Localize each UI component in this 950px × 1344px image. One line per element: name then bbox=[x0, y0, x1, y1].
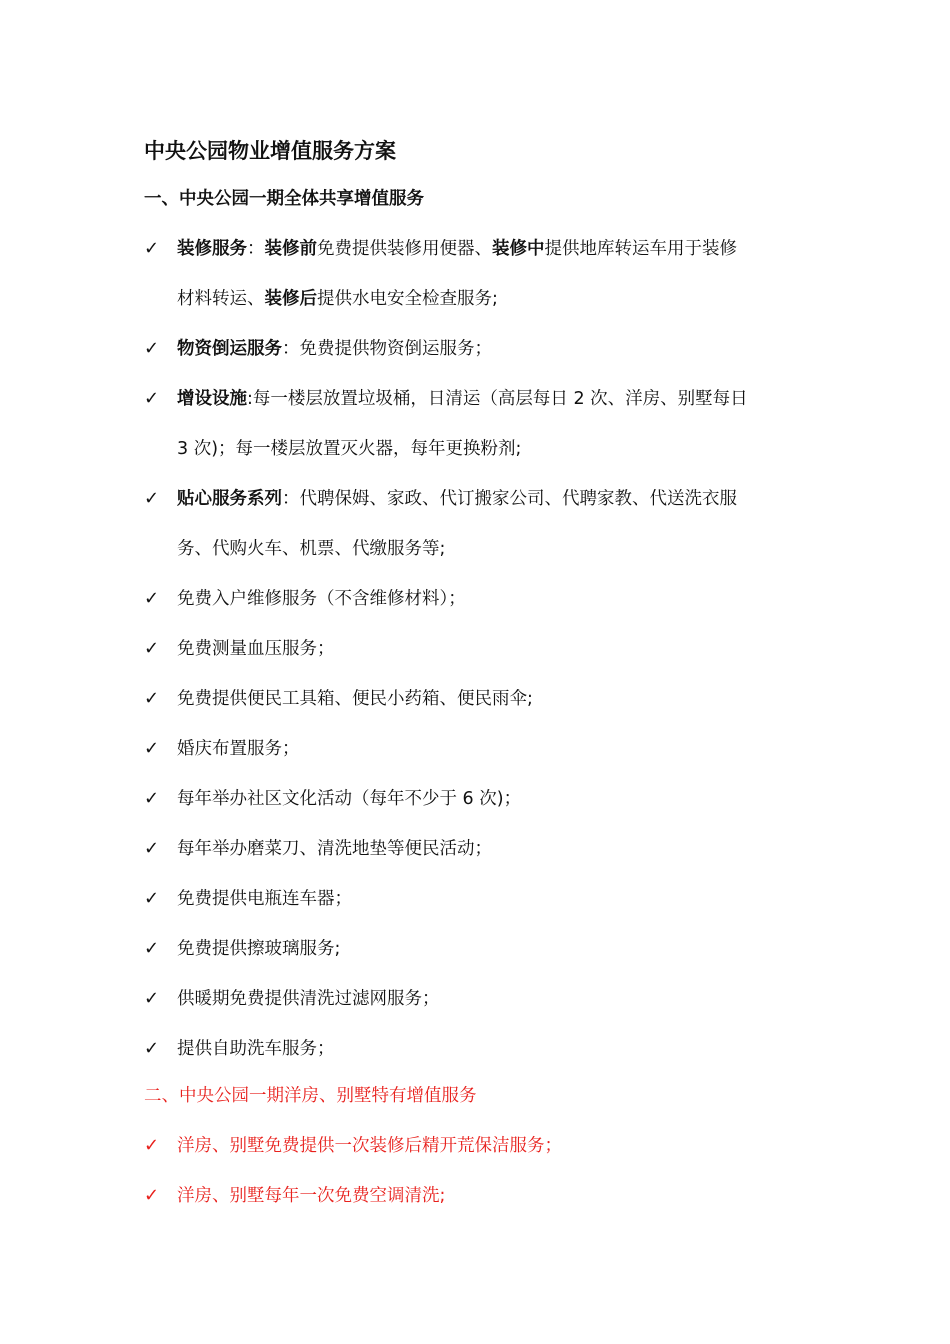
item-text: 材料转运、 bbox=[177, 289, 265, 309]
item-text: 提供地库转运车用于装修 bbox=[544, 239, 737, 259]
item-label: 装修后 bbox=[264, 289, 317, 309]
list-item-text: 免费入户维修服务（不含维修材料）； bbox=[177, 589, 466, 609]
section-heading-shared-services: 一、中央公园一期全体共享增值服务 bbox=[144, 189, 424, 209]
check-mark-icon: ✓ bbox=[144, 1185, 160, 1206]
section-heading-villa-services: 二、中央公园一期洋房、别墅特有增值服务 bbox=[144, 1086, 477, 1106]
check-mark-icon: ✓ bbox=[144, 338, 160, 359]
item-text: ：免费提供物资倒运服务； bbox=[282, 339, 492, 359]
list-item-text: 每年举办磨菜刀、清洗地垫等便民活动； bbox=[177, 839, 492, 859]
item-text: :每一楼层放置垃圾桶，日清运（高层每日 2 次、洋房、别墅每日 bbox=[247, 389, 748, 409]
list-item bbox=[144, 674, 824, 724]
list-item-text: 免费提供便民工具箱、便民小药箱、便民雨伞; bbox=[177, 689, 533, 709]
item-label: 装修服务 bbox=[177, 239, 247, 259]
item-text: ：代聘保姆、家政、代订搬家公司、代聘家教、代送洗衣服 bbox=[282, 489, 737, 509]
list-item-materials-transport bbox=[144, 324, 824, 374]
item-text: 免费提供装修用便器、 bbox=[317, 239, 492, 259]
item-label: 物资倒运服务 bbox=[177, 339, 282, 359]
item-label: 贴心服务系列 bbox=[177, 489, 282, 509]
list-item-line bbox=[177, 374, 824, 424]
check-mark-icon: ✓ bbox=[144, 738, 160, 759]
check-mark-icon: ✓ bbox=[144, 1038, 160, 1059]
list-item bbox=[144, 824, 824, 874]
list-item-line bbox=[177, 274, 824, 324]
list-item bbox=[144, 724, 824, 774]
item-label: 增设设施 bbox=[177, 389, 247, 409]
list-item-text: 免费提供电瓶连车器； bbox=[177, 889, 352, 909]
list-item bbox=[144, 974, 824, 1024]
list-item-text: 提供自助洗车服务； bbox=[177, 1039, 335, 1059]
list-item-villa bbox=[144, 1121, 824, 1171]
list-item-added-facilities bbox=[144, 374, 824, 474]
list-item bbox=[144, 924, 824, 974]
list-item bbox=[144, 874, 824, 924]
check-mark-icon: ✓ bbox=[144, 938, 160, 959]
list-item-line bbox=[177, 474, 824, 524]
list-item-text: 婚庆布置服务； bbox=[177, 739, 300, 759]
list-item-line: 3 次)；每一楼层放置灭火器，每年更换粉剂; bbox=[177, 439, 522, 459]
check-mark-icon: ✓ bbox=[144, 788, 160, 809]
list-item-villa bbox=[144, 1171, 824, 1221]
list-item bbox=[144, 774, 824, 824]
check-mark-icon: ✓ bbox=[144, 238, 160, 259]
check-mark-icon: ✓ bbox=[144, 638, 160, 659]
check-mark-icon: ✓ bbox=[144, 888, 160, 909]
list-item-line bbox=[177, 224, 824, 274]
check-mark-icon: ✓ bbox=[144, 838, 160, 859]
list-item-line bbox=[177, 324, 824, 374]
item-label: 装修中 bbox=[492, 239, 545, 259]
check-mark-icon: ✓ bbox=[144, 1135, 160, 1156]
check-mark-icon: ✓ bbox=[144, 688, 160, 709]
item-text: ： bbox=[247, 239, 265, 259]
list-item-text: 每年举办社区文化活动（每年不少于 6 次)； bbox=[177, 789, 522, 809]
list-item bbox=[144, 574, 824, 624]
item-text: 提供水电安全检查服务; bbox=[317, 289, 498, 309]
check-mark-icon: ✓ bbox=[144, 988, 160, 1009]
check-mark-icon: ✓ bbox=[144, 588, 160, 609]
list-item-text: 免费测量血压服务； bbox=[177, 639, 335, 659]
check-mark-icon: ✓ bbox=[144, 388, 160, 409]
document-title: 中央公园物业增值服务方案 bbox=[144, 139, 396, 163]
list-item-text: 供暖期免费提供清洗过滤网服务； bbox=[177, 989, 440, 1009]
list-item bbox=[144, 624, 824, 674]
item-label: 装修前 bbox=[264, 239, 317, 259]
list-item-renovation-service bbox=[144, 224, 824, 324]
list-item-text: 洋房、别墅每年一次免费空调清洗; bbox=[177, 1186, 446, 1206]
list-item bbox=[144, 1024, 824, 1074]
list-item-line: 务、代购火车、机票、代缴服务等; bbox=[177, 539, 446, 559]
list-item-text: 洋房、别墅免费提供一次装修后精开荒保洁服务； bbox=[177, 1136, 562, 1156]
list-item-caring-services bbox=[144, 474, 824, 574]
check-mark-icon: ✓ bbox=[144, 488, 160, 509]
list-item-text: 免费提供擦玻璃服务; bbox=[177, 939, 341, 959]
